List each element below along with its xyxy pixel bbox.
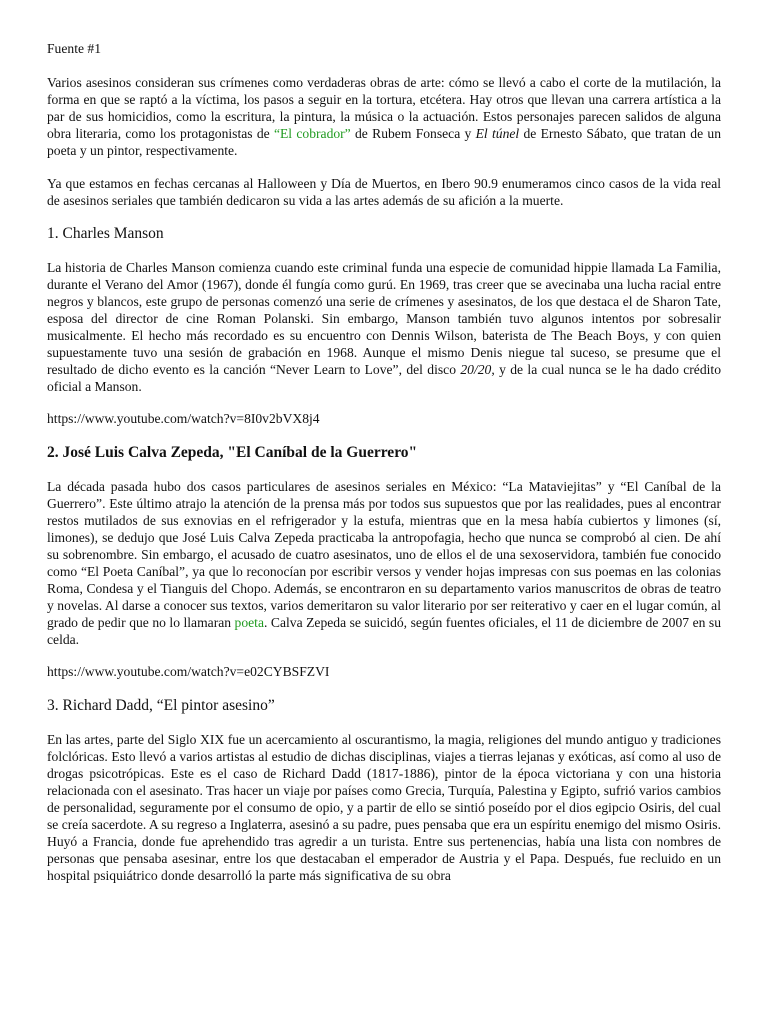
section-3-paragraph: En las artes, parte del Siglo XIX fue un acercamiento al oscurantismo, la magia, religiones del mundo antiguo y tradiciones folclóricas. Esto llevó a varios artistas al estudio de dichas disciplinas, viajes a tierras lejanas y exóticas, así como al uso de drogas psicotrópicas. Este es el caso de Richard Dadd (1817-1886), pintor de la época victoriana y con una historia relacionada con el asesinato. Tras hacer un viaje por países como Grecia, Turquía, Palestina y Egipto, sufrió varios cambios de personalidad, seguramente por el consumo de opio, y a partir de ello se sintió poseído por el dios egipcio Osiris, del cual se creía sacerdote. A su regreso a Inglaterra, asesinó a su padre, pues pensaba que era un espíritu enemigo del mismo Osiris. Huyó a Francia, donde fue aprehendido tras agredir a un turista. Entre sus pertenencias, había una lista con nombres de personas que pensaba asesinar, entre los que destacaban el emperador de Austria y el Papa. Después, fue recluido en un hospital psiquiátrico donde desarrolló la parte más significativa de su obra [47, 732, 721, 883]
intro-text-c: de Ernesto Sábato, que tratan de un poeta y un pintor, respectivamente. [47, 126, 721, 158]
intro-text-b: de Rubem Fonseca y [350, 126, 476, 141]
section-3-heading: 3. Richard Dadd, “El pintor asesino” [47, 697, 275, 714]
poeta-link[interactable]: poeta [234, 615, 264, 630]
intro-paragraph-1 [47, 74, 721, 159]
section-2-heading: 2. José Luis Calva Zepeda, "El Caníbal de la Guerrero" [47, 444, 418, 461]
section-1-text-a: La historia de Charles Manson comienza cuando este criminal funda una especie de comunidad hippie llamada La Familia, durante el Verano del Amor (1967), donde él fungía como gurú. En 1969, tras creer que se avecinaba una lucha racial entre negros y blancos, este grupo de personas comenzó una serie de crímenes y asesinatos, de los que destaca el de Sharon Tate, esposa del director de cine Roman Polanski. Sin embargo, Manson también tuvo algunos intentos por sobresalir musicalmente. El hecho más recordado es su encuentro con Dennis Wilson, baterista de The Beach Boys, y con quien supuestamente tuvo una sesión de grabación en 1968. Aunque el mismo Denis niegue tal suceso, se presume que el resultado de dicho evento es la canción “Never Learn to Love”, del disco [47, 260, 721, 377]
intro-text-a: Varios asesinos consideran sus crímenes como verdaderas obras de arte: cómo se llevó a cabo el corte de la mutilación, la forma en que se raptó a la víctima, los pasos a seguir en la tortura, etcétera. Hay otros que llevan una carrera artística a la par de sus homicidios, como la escritura, la pintura, la música o la actuación. Estos personajes parecen salidos de alguna obra literaria, como los protagonistas de [47, 75, 721, 141]
section-1-paragraph [47, 259, 721, 395]
document-body [47, 40, 721, 884]
section-2-text-a: La década pasada hubo dos casos particulares de asesinos seriales en México: “La Mataviejitas” y “El Caníbal de la Guerrero”. Este último atrajo la atención de la prensa más por todos sus supuestos que por las realidades, pues al encontrar restos mutilados de sus exnovias en el refrigerador y la estufa, mientras que en la mesa había cubiertos y limones (sí, limones), se dedujo que José Luis Calva Zepeda practicaba la antropofagia, hecho que nunca se comprobó al cien. De ahí su sobrenombre. Sin embargo, el acusado de cuatro asesinatos, uno de ellos el de una sexoservidora, también fue conocido como “El Poeta Caníbal”, ya que lo reconocían por escribir versos y vender hojas impresas con sus poemas en las colonias Roma, Condesa y el Tianguis del Chopo. Además, se encontraron en su departamento varios manuscritos de obras de teatro y novelas. Al darse a conocer sus textos, varios demeritaron su valor literario por ser reiterativo y caer en el lugar común, al grado de pedir que no lo llamaran [47, 479, 721, 630]
album-title: 20/20 [460, 362, 492, 377]
section-2-url: https://www.youtube.com/watch?v=e02CYBSFZVI [47, 664, 330, 679]
el-tunel-title: El túnel [475, 126, 520, 141]
section-2-paragraph [47, 478, 721, 648]
section-2-text-b: . Calva Zepeda se suicidó, según fuentes oficiales, el 11 de diciembre de 2007 en su celda. [47, 615, 721, 647]
section-1-text-b: , y de la cual nunca se le ha dado crédito oficial a Manson. [47, 362, 721, 394]
section-1-url: https://www.youtube.com/watch?v=8I0v2bVX8j4 [47, 411, 320, 426]
el-cobrador-link[interactable]: “El cobrador” [273, 126, 351, 141]
intro-paragraph-2: Ya que estamos en fechas cercanas al Halloween y Día de Muertos, en Ibero 90.9 enumeramos cinco casos de la vida real de asesinos seriales que también dedicaron su vida a las artes además de su afición a la muerte. [47, 176, 721, 208]
source-label: Fuente #1 [47, 41, 101, 56]
section-1-heading: 1. Charles Manson [47, 225, 164, 242]
